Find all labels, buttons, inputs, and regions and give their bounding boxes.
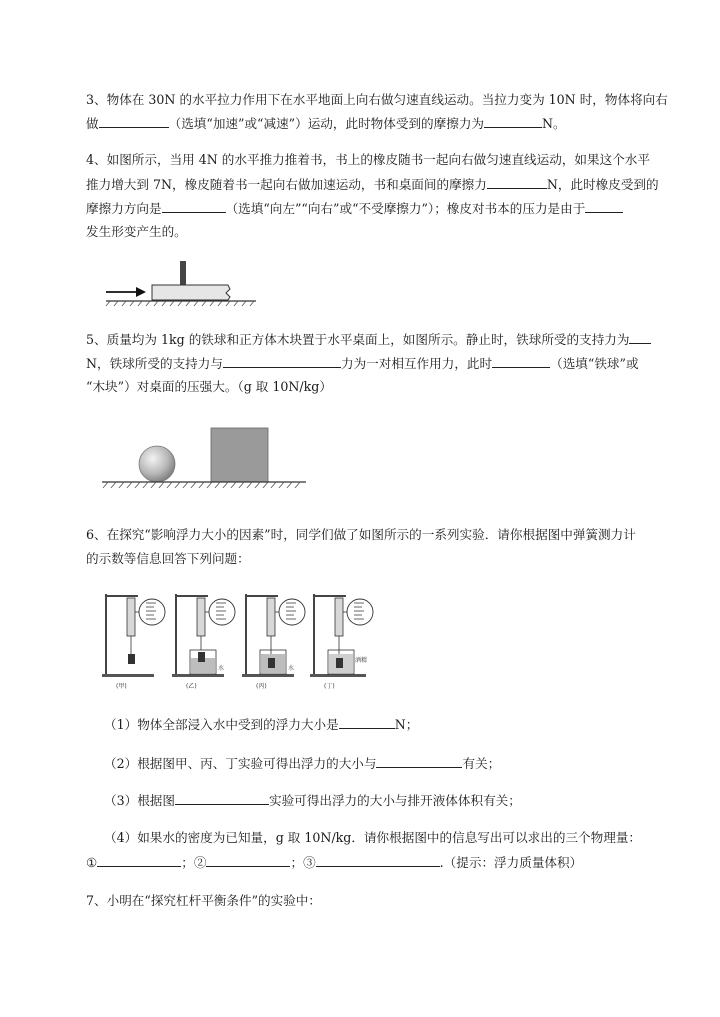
q4-text-b: N，此时橡皮受到的	[546, 177, 659, 192]
liquid-label-yi: 水	[218, 665, 225, 672]
q6-sub2	[104, 755, 500, 772]
spring-scale	[335, 598, 343, 636]
q4-text-a: 推力增大到 7N，橡皮随着书一起向右做加速运动，书和桌面间的摩擦力	[86, 177, 487, 192]
liquid-label-ding: 酒精	[355, 657, 368, 664]
q3-blank-1[interactable]	[99, 115, 169, 128]
book	[152, 285, 230, 300]
label-ding: (丁)	[324, 683, 335, 690]
apparatus-ding	[310, 594, 373, 690]
object-block	[268, 658, 275, 668]
q5-blank-1[interactable]	[629, 331, 651, 344]
q5-line1	[86, 331, 651, 348]
q4-line3	[86, 200, 623, 217]
q3-blank-2[interactable]	[484, 115, 542, 128]
q4-blank-2[interactable]	[162, 200, 226, 213]
q5-text-d: （选填“铁球”或	[550, 356, 639, 371]
q6-sub4-blank-2[interactable]	[206, 854, 290, 867]
q6-line1: 6、在探究“影响浮力大小的因素”时，同学们做了如图所示的一系列实验．请你根据图中弹簧测力计	[86, 527, 636, 542]
ball-block-figure	[100, 420, 310, 492]
q4-line2	[86, 176, 659, 193]
q4-line1: 4、如图所示，当用 4N 的水平推力推着书，书上的橡皮随书一起向右做匀速直线运动，如果这个水平	[86, 152, 650, 167]
q3-text-b: （选填“加速”或“减速”）运动，此时物体受到的摩擦力为	[168, 116, 485, 131]
label-jia: (甲)	[116, 683, 127, 690]
liquid-label-bing: 水	[288, 665, 295, 672]
q6-sub4-mark-1: ①	[86, 855, 98, 870]
q6-sub4-tail: .（提示：浮力质量体积）	[439, 855, 583, 870]
q6-sub4-blank-1[interactable]	[97, 854, 181, 867]
label-yi: (乙)	[186, 683, 197, 690]
q6-sub3-text-b: 实验可得出浮力的大小与排开液体体积有关；	[268, 793, 521, 808]
book-push-figure	[100, 256, 260, 308]
q6-sub2-text-a: （2）根据图甲、丙、丁实验可得出浮力的大小与	[104, 756, 377, 771]
stand-base	[242, 674, 294, 677]
label-bing: (丙)	[256, 683, 267, 690]
q6-sub2-blank[interactable]	[376, 755, 462, 768]
q5-text-a: 5、质量均为 1kg 的铁球和正方体木块置于水平桌面上，如图所示。静止时，铁球所受的支持力为	[86, 332, 630, 347]
push-arrow-head	[136, 287, 146, 297]
q3-text-a: 做	[86, 116, 99, 131]
q5-text-b: N，铁球所受的支持力与	[86, 356, 223, 371]
q5-line2	[86, 355, 639, 372]
q4-blank-3[interactable]	[585, 200, 623, 213]
spring-scale	[127, 598, 135, 636]
q5-blank-2[interactable]	[223, 355, 341, 368]
q5-blank-3[interactable]	[492, 355, 550, 368]
q5-text-c: 力为一对相互作用力，此时	[340, 356, 493, 371]
apparatus-bing	[242, 594, 305, 690]
spring-scale	[267, 598, 275, 636]
iron-ball	[139, 446, 175, 482]
q6-sub4-mark-2: ；②	[181, 855, 207, 870]
q6-sub4-line1: （4）如果水的密度为已知量，g 取 10N/kg．请你根据图中的信息写出可以求出的三个物理量：	[104, 830, 642, 845]
q6-sub4-line2	[86, 854, 582, 871]
q6-sub1-text-b: N；	[394, 717, 419, 732]
q6-sub3-blank[interactable]	[175, 792, 269, 805]
apparatus-jia	[102, 594, 165, 690]
q3-line1: 3、物体在 30N 的水平拉力作用下在水平地面上向右做匀速直线运动。当拉力变为 10N 时，物体将向右	[86, 92, 668, 107]
desk-hatch	[103, 482, 300, 488]
q6-sub1-text-a: （1）物体全部浸入水中受到的浮力大小是	[104, 717, 339, 732]
q6-sub4-blank-3[interactable]	[316, 854, 440, 867]
stand-base	[172, 674, 224, 677]
stand-base	[102, 674, 154, 677]
object-block	[336, 658, 343, 668]
apparatus-yi	[172, 594, 235, 690]
object-block	[128, 654, 135, 664]
q6-sub2-text-b: 有关；	[462, 756, 501, 771]
q4-text-c: 摩擦力方向是	[86, 201, 162, 216]
q3-text-c: N。	[542, 116, 566, 131]
buoyancy-experiment-figure	[98, 588, 378, 694]
q3-line2	[86, 115, 566, 132]
spring-scale	[197, 598, 205, 636]
q7-line1: 7、小明在“探究杠杆平衡条件”的实验中：	[86, 893, 321, 908]
rubber-eraser	[180, 261, 186, 285]
q6-sub3-text-a: （3）根据图	[104, 793, 175, 808]
q5-line3: “木块”）对桌面的压强大。（g 取 10N/kg）	[86, 379, 332, 394]
q6-sub1-blank[interactable]	[339, 716, 395, 729]
q6-sub4-mark-3: ；③	[290, 855, 316, 870]
q6-sub1	[104, 716, 418, 733]
q4-text-d: （选填“向左”“向右”或“不受摩擦力”）；橡皮对书本的压力是由于	[225, 201, 586, 216]
wooden-cube	[211, 428, 268, 482]
q6-sub3	[104, 792, 521, 809]
q4-blank-1[interactable]	[487, 176, 547, 189]
ground-hatch	[106, 301, 254, 306]
q6-line2: 的示数等信息回答下列问题：	[86, 551, 250, 566]
stand-base	[310, 674, 366, 677]
q4-line4: 发生形变产生的。	[86, 224, 187, 239]
object-block	[198, 652, 205, 662]
